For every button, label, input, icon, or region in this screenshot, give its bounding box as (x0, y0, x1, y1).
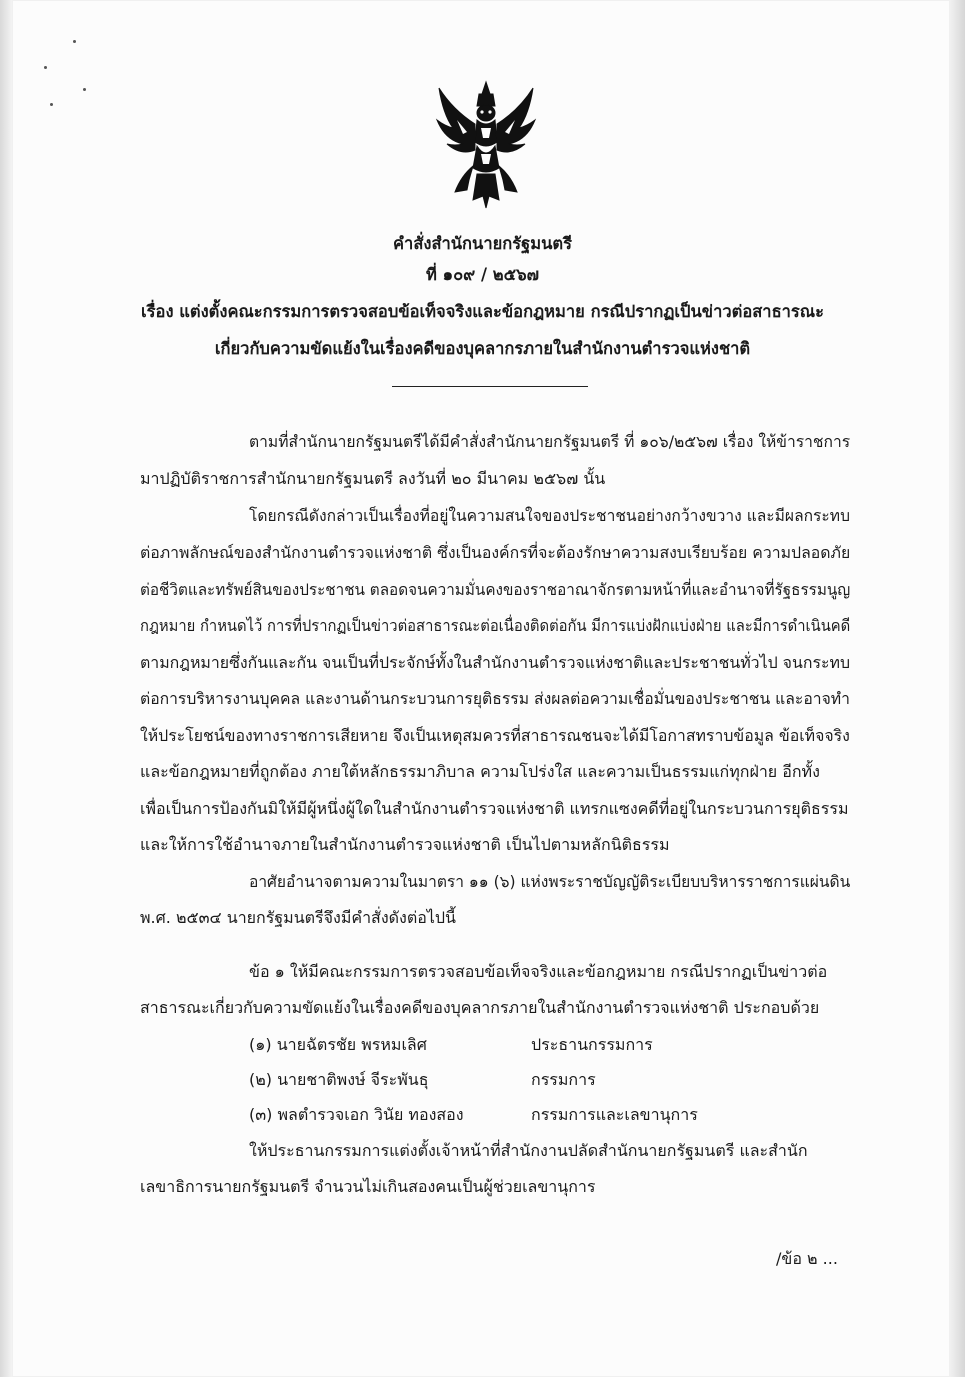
member-name: (๒) นายชาติพงษ์ จีระพันธุ (249, 1070, 429, 1089)
member-role: ประธานกรรมการ (531, 1035, 653, 1054)
body-line: ต่อชีวิตและทรัพย์สินของประชาชน ตลอดจนความมั่นคงของราชอาณาจักรตามหน้าที่และอำนาจที่รัฐธรรมนูญ (140, 580, 851, 599)
closing-line: ให้ประธานกรรมการแต่งตั้งเจ้าหน้าที่สำนักงานปลัดสำนักนายกรัฐมนตรี และสำนัก (249, 1141, 808, 1160)
member-name: (๑) นายฉัตรชัย พรหมเลิศ (249, 1035, 427, 1054)
scan-speck (50, 103, 53, 106)
scan-speck (83, 88, 86, 91)
continuation-marker: /ข้อ ๒ ... (776, 1249, 838, 1268)
body-line: ตามที่สำนักนายกรัฐมนตรีได้มีคำสั่งสำนักนายกรัฐมนตรี ที่ ๑๐๖/๒๕๖๗ เรื่อง ให้ข้าราชการ (249, 432, 851, 451)
body-line: และให้การใช้อำนาจภายในสำนักงานตำรวจแห่งชาติ เป็นไปตามหลักนิติธรรม (140, 835, 670, 854)
order-title: คำสั่งสำนักนายกรัฐมนตรี (393, 234, 572, 253)
closing-line: เลขาธิการนายกรัฐมนตรี จำนวนไม่เกินสองคนเป็นผู้ช่วยเลขานุการ (140, 1177, 596, 1196)
body-line: และข้อกฎหมายที่ถูกต้อง ภายใต้หลักธรรมาภิบาล ความโปร่งใส และความเป็นธรรมแก่ทุกฝ่าย อีกทั้ง (140, 762, 820, 781)
order-number: ที่ ๑๐๙ / ๒๕๖๗ (425, 265, 539, 284)
member-role: กรรมการ (531, 1070, 596, 1089)
body-line: กฎหมาย กำหนดไว้ การที่ปรากฏเป็นข่าวต่อสาธารณะต่อเนื่องติดต่อกัน มีการแบ่งฝักแบ่งฝ่าย และมีการดำเนินคดี (140, 616, 851, 635)
clause-line: สาธารณะเกี่ยวกับความขัดแย้งในเรื่องคดีของบุคลากรภายในสำนักงานตำรวจแห่งชาติ ประกอบด้วย (140, 998, 820, 1017)
member-role: กรรมการและเลขานุการ (531, 1105, 698, 1124)
body-line: โดยกรณีดังกล่าวเป็นเรื่องที่อยู่ในความสนใจของประชาชนอย่างกว้างขวาง และมีผลกระทบ (249, 506, 850, 525)
scan-speck (44, 66, 47, 69)
body-line: อาศัยอำนาจตามความในมาตรา ๑๑ (๖) แห่งพระราชบัญญัติระเบียบบริหารราชการแผ่นดิน (249, 872, 851, 891)
subject-line: เกี่ยวกับความขัดแย้งในเรื่องคดีของบุคลากรภายในสำนักงานตำรวจแห่งชาติ (214, 339, 751, 358)
clause-line: ข้อ ๑ ให้มีคณะกรรมการตรวจสอบข้อเท็จจริงและข้อกฎหมาย กรณีปรากฏเป็นข่าวต่อ (249, 962, 828, 981)
body-line: ตามกฎหมายซึ่งกันและกัน จนเป็นที่ประจักษ์ทั้งในสำนักงานตำรวจแห่งชาติและประชาชนทั่วไป จนกระทบ (140, 653, 851, 672)
body-line: พ.ศ. ๒๕๓๔ นายกรัฐมนตรีจึงมีคำสั่งดังต่อไปนี้ (140, 908, 456, 927)
body-line: ต่อภาพลักษณ์ของสำนักงานตำรวจแห่งชาติ ซึ่งเป็นองค์กรที่จะต้องรักษาความสงบเรียบร้อย ความปลอดภัย (140, 543, 851, 562)
body-line: ต่อการบริหารงานบุคคล และงานด้านกระบวนการยุติธรรม ส่งผลต่อความเชื่อมั่นของประชาชน และอาจทำ (140, 689, 850, 708)
page-edge-left (0, 0, 12, 1377)
body-line: ให้ประโยชน์ของทางราชการเสียหาย จึงเป็นเหตุสมควรที่สาธารณชนจะได้มีโอกาสทราบข้อมูล ข้อเท็จจริง (140, 726, 850, 745)
scan-speck (73, 40, 76, 43)
subject-line: เรื่อง แต่งตั้งคณะกรรมการตรวจสอบข้อเท็จจริงและข้อกฎหมาย กรณีปรากฏเป็นข่าวต่อสาธารณะ (141, 302, 824, 321)
body-line: เพื่อเป็นการป้องกันมิให้มีผู้หนึ่งผู้ใดในสำนักงานตำรวจแห่งชาติ แทรกแซงคดีที่อยู่ในกระบวนการยุติธรรม (140, 799, 849, 818)
body-line: มาปฏิบัติราชการสำนักนายกรัฐมนตรี ลงวันที่ ๒๐ มีนาคม ๒๕๖๗ นั้น (140, 469, 606, 488)
divider-line (392, 386, 588, 387)
page-edge-right (950, 0, 965, 1377)
garuda-emblem-icon (433, 80, 539, 210)
member-name: (๓) พลตำรวจเอก วินัย ทองสอง (249, 1105, 464, 1124)
